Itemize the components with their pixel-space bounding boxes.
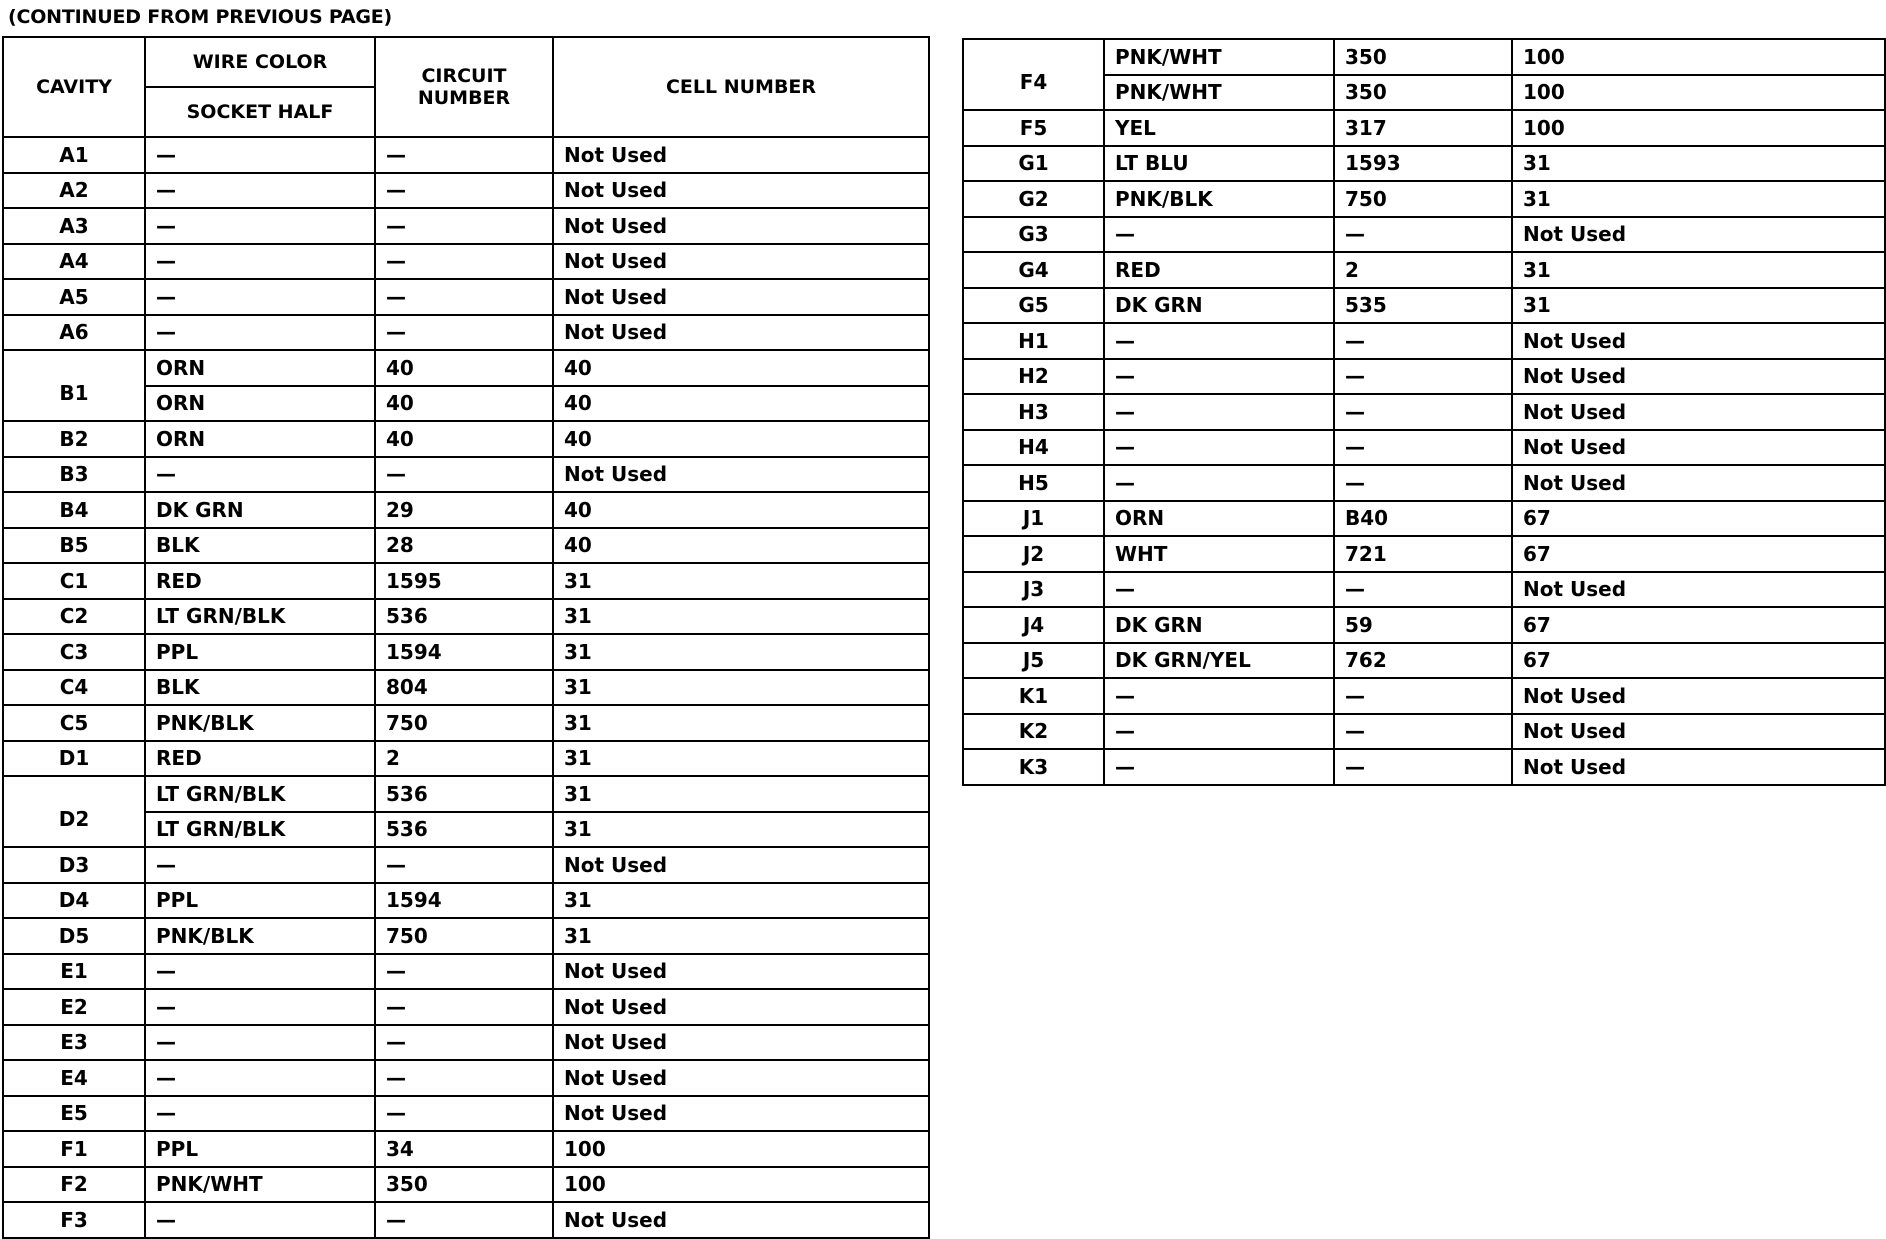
table-row — [963, 394, 1885, 430]
circuit-number-cell: — — [375, 244, 553, 280]
table-row — [3, 918, 929, 954]
wire-color-cell: PNK/BLK — [145, 705, 375, 741]
cell-number-cell: 40 — [553, 421, 929, 457]
table-row — [963, 430, 1885, 466]
wire-color-cell: — — [145, 1202, 375, 1238]
circuit-number-cell: — — [1334, 359, 1512, 395]
cell-number-cell: 100 — [553, 1131, 929, 1167]
wire-color-cell: — — [1104, 430, 1334, 466]
cell-number-cell: 67 — [1512, 501, 1885, 537]
cavity-cell: E2 — [3, 989, 145, 1025]
cell-number-cell: 31 — [553, 918, 929, 954]
cell-number-cell: Not Used — [553, 1096, 929, 1132]
table-row — [963, 536, 1885, 572]
table-row — [3, 528, 929, 564]
cavity-cell: H3 — [963, 394, 1104, 430]
table-row — [3, 1060, 929, 1096]
table-row — [3, 563, 929, 599]
circuit-number-cell: 40 — [375, 421, 553, 457]
cavity-cell: G1 — [963, 146, 1104, 182]
table-row — [3, 883, 929, 919]
wire-color-cell: — — [145, 457, 375, 493]
circuit-number-cell: 1594 — [375, 634, 553, 670]
table-row — [963, 146, 1885, 182]
circuit-number-cell: — — [375, 954, 553, 990]
cell-number-cell: Not Used — [553, 1202, 929, 1238]
wire-color-cell: — — [145, 1025, 375, 1061]
cell-number-cell: 100 — [1512, 110, 1885, 146]
table-row — [3, 705, 929, 741]
table-row — [963, 217, 1885, 253]
circuit-number-cell: 536 — [375, 812, 553, 848]
wire-color-cell: — — [1104, 359, 1334, 395]
cell-number-cell: Not Used — [1512, 430, 1885, 466]
cavity-cell: E3 — [3, 1025, 145, 1061]
wire-color-cell: ORN — [145, 350, 375, 386]
header-wire-color: WIRE COLOR — [145, 37, 375, 87]
cavity-cell: C1 — [3, 563, 145, 599]
cell-number-cell: 40 — [553, 350, 929, 386]
cell-number-cell: Not Used — [553, 989, 929, 1025]
cavity-cell: B1 — [3, 367, 145, 403]
wire-color-cell: — — [145, 208, 375, 244]
cell-number-cell: Not Used — [1512, 323, 1885, 359]
circuit-number-cell: 40 — [375, 350, 553, 386]
table-row — [963, 501, 1885, 537]
cavity-cell: H1 — [963, 323, 1104, 359]
wire-color-cell: WHT — [1104, 536, 1334, 572]
cell-number-cell: 31 — [553, 812, 929, 848]
cavity-cell: G2 — [963, 181, 1104, 217]
wire-color-cell: ORN — [145, 421, 375, 457]
circuit-number-cell: B40 — [1334, 501, 1512, 537]
wire-color-cell: LT GRN/BLK — [145, 812, 375, 848]
wire-color-cell: PNK/WHT — [145, 1167, 375, 1203]
table-row — [3, 173, 929, 209]
table-row — [3, 315, 929, 351]
table-row — [963, 323, 1885, 359]
table-row — [3, 137, 929, 173]
circuit-number-cell: 317 — [1334, 110, 1512, 146]
circuit-number-cell: 750 — [375, 705, 553, 741]
wire-color-cell: BLK — [145, 528, 375, 564]
wire-color-cell: — — [1104, 323, 1334, 359]
cavity-cell: D1 — [3, 741, 145, 777]
circuit-number-cell: — — [1334, 749, 1512, 785]
cell-number-cell: 31 — [1512, 288, 1885, 324]
cavity-cell: K3 — [963, 749, 1104, 785]
table-row — [963, 678, 1885, 714]
circuit-number-cell: 59 — [1334, 607, 1512, 643]
cavity-cell: B3 — [3, 457, 145, 493]
circuit-number-cell: — — [375, 457, 553, 493]
cell-number-cell: 100 — [1512, 75, 1885, 111]
cavity-cell: K1 — [963, 678, 1104, 714]
cell-number-cell: 31 — [553, 634, 929, 670]
circuit-number-cell: 1593 — [1334, 146, 1512, 182]
cell-number-cell: Not Used — [1512, 394, 1885, 430]
cell-number-cell: Not Used — [553, 1025, 929, 1061]
circuit-number-cell: — — [375, 1060, 553, 1096]
header-cavity: CAVITY — [3, 37, 145, 137]
circuit-number-cell: 536 — [375, 776, 553, 812]
cavity-cell: C5 — [3, 705, 145, 741]
wire-color-cell: ORN — [145, 386, 375, 422]
circuit-number-cell: 535 — [1334, 288, 1512, 324]
wire-color-cell: PPL — [145, 1131, 375, 1167]
circuit-number-cell: 2 — [375, 741, 553, 777]
cavity-cell: C2 — [3, 599, 145, 635]
cavity-cell: E1 — [3, 954, 145, 990]
circuit-number-cell: 721 — [1334, 536, 1512, 572]
cell-number-cell: Not Used — [1512, 714, 1885, 750]
circuit-number-cell: — — [375, 279, 553, 315]
table-row — [963, 465, 1885, 501]
cell-number-cell: 31 — [553, 883, 929, 919]
circuit-number-cell: — — [1334, 678, 1512, 714]
connector-table-right — [962, 38, 1886, 786]
cavity-cell: J4 — [963, 607, 1104, 643]
cavity-cell: C4 — [3, 670, 145, 706]
table-row — [963, 39, 1885, 75]
wire-color-cell: — — [145, 954, 375, 990]
cavity-cell: A3 — [3, 208, 145, 244]
circuit-number-cell: — — [1334, 323, 1512, 359]
header-cell-number: CELL NUMBER — [553, 37, 929, 137]
circuit-number-cell: — — [375, 1025, 553, 1061]
wire-color-cell: RED — [145, 563, 375, 599]
header-socket-half: SOCKET HALF — [145, 87, 375, 137]
table-row — [963, 749, 1885, 785]
table-row — [3, 1025, 929, 1061]
circuit-number-cell: 28 — [375, 528, 553, 564]
cell-number-cell: Not Used — [553, 847, 929, 883]
cavity-cell: D2 — [3, 793, 145, 829]
cell-number-cell: Not Used — [1512, 465, 1885, 501]
cell-number-cell: 67 — [1512, 536, 1885, 572]
cavity-cell: D5 — [3, 918, 145, 954]
cavity-cell: F2 — [3, 1167, 145, 1203]
wire-color-cell: BLK — [145, 670, 375, 706]
table-row — [963, 643, 1885, 679]
table-row — [3, 279, 929, 315]
circuit-number-cell: 762 — [1334, 643, 1512, 679]
cell-number-cell: 31 — [1512, 252, 1885, 288]
cell-number-cell: Not Used — [553, 244, 929, 280]
circuit-number-cell: 750 — [375, 918, 553, 954]
cavity-cell: A4 — [3, 244, 145, 280]
table-row — [963, 181, 1885, 217]
wire-color-cell: — — [1104, 749, 1334, 785]
wire-color-cell: PNK/BLK — [145, 918, 375, 954]
wire-color-cell: — — [1104, 678, 1334, 714]
table-row — [3, 670, 929, 706]
wire-color-cell: — — [145, 1060, 375, 1096]
cell-number-cell: Not Used — [1512, 217, 1885, 253]
cavity-cell: B5 — [3, 528, 145, 564]
cavity-cell: H2 — [963, 359, 1104, 395]
cell-number-cell: 40 — [553, 528, 929, 564]
cavity-cell: H4 — [963, 430, 1104, 466]
circuit-number-cell: — — [1334, 430, 1512, 466]
wire-color-cell: — — [145, 315, 375, 351]
wire-color-cell: PNK/WHT — [1104, 39, 1334, 75]
cavity-cell: B4 — [3, 492, 145, 528]
wire-color-cell: RED — [145, 741, 375, 777]
cell-number-cell: Not Used — [553, 1060, 929, 1096]
cavity-cell: D3 — [3, 847, 145, 883]
circuit-number-cell: 536 — [375, 599, 553, 635]
cavity-cell: A5 — [3, 279, 145, 315]
cell-number-cell: Not Used — [553, 279, 929, 315]
cavity-cell: G5 — [963, 288, 1104, 324]
circuit-number-cell: 350 — [375, 1167, 553, 1203]
cavity-cell: F1 — [3, 1131, 145, 1167]
cavity-cell: F3 — [3, 1202, 145, 1238]
cell-number-cell: 40 — [553, 386, 929, 422]
cell-number-cell: Not Used — [553, 457, 929, 493]
wire-color-cell: DK GRN — [1104, 288, 1334, 324]
wire-color-cell: — — [1104, 217, 1334, 253]
cell-number-cell: Not Used — [1512, 572, 1885, 608]
cell-number-cell: 31 — [553, 705, 929, 741]
circuit-number-cell: — — [1334, 714, 1512, 750]
table-row — [3, 457, 929, 493]
table-row — [3, 421, 929, 457]
circuit-number-cell: 750 — [1334, 181, 1512, 217]
table-row — [3, 776, 929, 812]
circuit-number-cell: — — [375, 847, 553, 883]
table-row — [963, 359, 1885, 395]
table-row — [963, 714, 1885, 750]
cell-number-cell: 31 — [1512, 146, 1885, 182]
cavity-cell: A2 — [3, 173, 145, 209]
wire-color-cell: ORN — [1104, 501, 1334, 537]
circuit-number-cell: 1595 — [375, 563, 553, 599]
wire-color-cell: — — [145, 173, 375, 209]
table-row — [963, 572, 1885, 608]
table-row — [3, 741, 929, 777]
table-row — [3, 1131, 929, 1167]
cell-number-cell: Not Used — [1512, 749, 1885, 785]
cavity-cell: B2 — [3, 421, 145, 457]
cavity-cell: J5 — [963, 643, 1104, 679]
wire-color-cell: RED — [1104, 252, 1334, 288]
wire-color-cell: — — [1104, 394, 1334, 430]
wire-color-cell: DK GRN — [1104, 607, 1334, 643]
circuit-number-cell: 804 — [375, 670, 553, 706]
cell-number-cell: 67 — [1512, 643, 1885, 679]
wire-color-cell: — — [1104, 572, 1334, 608]
cavity-cell: F5 — [963, 110, 1104, 146]
table-row — [3, 954, 929, 990]
wire-color-cell: LT GRN/BLK — [145, 776, 375, 812]
cell-number-cell: Not Used — [553, 173, 929, 209]
circuit-number-cell: 350 — [1334, 39, 1512, 75]
cell-number-cell: Not Used — [1512, 678, 1885, 714]
circuit-number-cell: — — [375, 1202, 553, 1238]
wire-color-cell: DK GRN — [145, 492, 375, 528]
circuit-number-cell: — — [1334, 572, 1512, 608]
circuit-number-cell: — — [375, 208, 553, 244]
wire-color-cell: PNK/BLK — [1104, 181, 1334, 217]
table-row — [963, 288, 1885, 324]
cavity-cell: A6 — [3, 315, 145, 351]
cell-number-cell: Not Used — [1512, 359, 1885, 395]
cell-number-cell: 100 — [1512, 39, 1885, 75]
circuit-number-cell: 34 — [375, 1131, 553, 1167]
wire-color-cell: — — [1104, 714, 1334, 750]
circuit-number-cell: 40 — [375, 386, 553, 422]
cavity-cell: E4 — [3, 1060, 145, 1096]
wire-color-cell: YEL — [1104, 110, 1334, 146]
cavity-cell: A1 — [3, 137, 145, 173]
continued-caption: (CONTINUED FROM PREVIOUS PAGE) — [8, 6, 393, 28]
table-row — [3, 1202, 929, 1238]
wire-color-cell: PPL — [145, 883, 375, 919]
cavity-cell: J3 — [963, 572, 1104, 608]
wire-color-cell: DK GRN/YEL — [1104, 643, 1334, 679]
wire-color-cell: — — [145, 1096, 375, 1132]
cavity-cell: D4 — [3, 883, 145, 919]
cavity-cell: G3 — [963, 217, 1104, 253]
cavity-cell: C3 — [3, 634, 145, 670]
cavity-cell: H5 — [963, 465, 1104, 501]
wire-color-cell: PPL — [145, 634, 375, 670]
table-row — [3, 634, 929, 670]
circuit-number-cell: — — [1334, 465, 1512, 501]
circuit-number-cell: 2 — [1334, 252, 1512, 288]
cell-number-cell: 100 — [553, 1167, 929, 1203]
cell-number-cell: 40 — [553, 492, 929, 528]
table-row — [3, 1096, 929, 1132]
circuit-number-cell: 1594 — [375, 883, 553, 919]
wire-color-cell: — — [145, 989, 375, 1025]
wire-color-cell: LT GRN/BLK — [145, 599, 375, 635]
circuit-number-cell: 29 — [375, 492, 553, 528]
table-row — [3, 244, 929, 280]
cell-number-cell: Not Used — [553, 137, 929, 173]
cavity-cell: K2 — [963, 714, 1104, 750]
cavity-cell: G4 — [963, 252, 1104, 288]
table-row — [3, 208, 929, 244]
cavity-cell: J2 — [963, 536, 1104, 572]
table-row — [963, 607, 1885, 643]
circuit-number-cell: — — [375, 989, 553, 1025]
table-row — [3, 1167, 929, 1203]
cavity-cell: J1 — [963, 501, 1104, 537]
table-body-left — [3, 137, 929, 1238]
connector-table-left — [2, 36, 930, 1239]
circuit-number-cell: — — [1334, 394, 1512, 430]
table-row — [3, 847, 929, 883]
wire-color-cell: — — [145, 847, 375, 883]
cell-number-cell: 31 — [553, 670, 929, 706]
table-row — [963, 252, 1885, 288]
circuit-number-cell: — — [375, 315, 553, 351]
cavity-cell: F4 — [963, 56, 1104, 92]
cell-number-cell: 31 — [553, 741, 929, 777]
circuit-number-cell: — — [375, 173, 553, 209]
circuit-number-cell: 350 — [1334, 75, 1512, 111]
wire-color-cell: — — [145, 137, 375, 173]
cell-number-cell: Not Used — [553, 954, 929, 990]
cell-number-cell: 31 — [1512, 181, 1885, 217]
circuit-number-cell: — — [375, 137, 553, 173]
table-row — [3, 599, 929, 635]
wire-color-cell: — — [145, 244, 375, 280]
wire-color-cell: — — [1104, 465, 1334, 501]
circuit-number-cell: — — [375, 1096, 553, 1132]
table-row — [3, 492, 929, 528]
cavity-cell: E5 — [3, 1096, 145, 1132]
cell-number-cell: Not Used — [553, 208, 929, 244]
cell-number-cell: 31 — [553, 599, 929, 635]
wire-color-cell: PNK/WHT — [1104, 75, 1334, 111]
cell-number-cell: 67 — [1512, 607, 1885, 643]
cell-number-cell: 31 — [553, 563, 929, 599]
table-row — [3, 350, 929, 386]
table-body-right — [963, 39, 1885, 785]
wire-color-cell: — — [145, 279, 375, 315]
table-row — [3, 989, 929, 1025]
wire-color-cell: LT BLU — [1104, 146, 1334, 182]
table-row — [963, 110, 1885, 146]
header-circuit-number: CIRCUIT NUMBER — [375, 37, 553, 137]
cell-number-cell: Not Used — [553, 315, 929, 351]
circuit-number-cell: — — [1334, 217, 1512, 253]
cell-number-cell: 31 — [553, 776, 929, 812]
